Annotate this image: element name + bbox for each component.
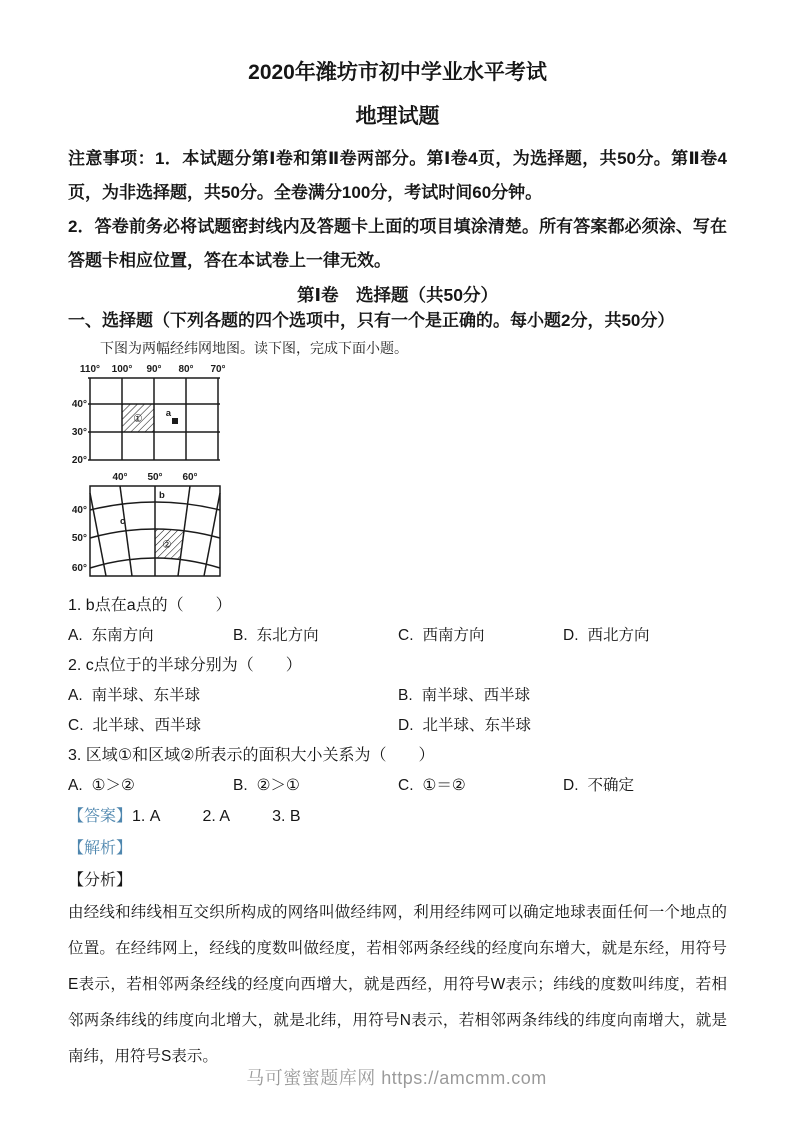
map1-lon-label: 70°: [210, 364, 226, 375]
option-q2-d: [398, 716, 727, 735]
point-c-label: c: [120, 516, 126, 527]
option-text: 东北方向: [256, 627, 319, 644]
answer-value-2: 2. A: [202, 808, 231, 825]
option-text: ①＝②: [422, 777, 466, 794]
page-title: 2020年潍坊市初中学业水平考试: [248, 61, 547, 84]
map1-lon-label: 90°: [146, 364, 162, 375]
option-q3-c: [398, 776, 563, 795]
option-text: ①＞②: [91, 777, 135, 794]
question-1-text: 1. b点在a点的（ ）: [68, 597, 232, 614]
map1-lat-label: 40°: [71, 399, 87, 410]
option-key: D.: [563, 627, 579, 644]
option-text: 北半球、东半球: [422, 717, 532, 734]
watermark-footer: 马可蜜蜜题库网 https://amcmm.com: [246, 1068, 547, 1088]
question-3-text: 3. 区域①和区域②所表示的面积大小关系为（ ）: [68, 747, 435, 764]
notice-paragraph-2: 2．答卷前务必将试题密封线内及答题卡上面的项目填涂清楚。所有答案都必须涂、写在答题卡相应位置，答在本试卷上一律无效。: [68, 217, 727, 270]
map2-lon-label: 60°: [182, 472, 198, 483]
option-key: A.: [68, 687, 83, 704]
analysis-tag: 【解析】: [68, 840, 133, 857]
option-text: 东南方向: [91, 627, 154, 644]
option-q3-b: [233, 776, 398, 795]
question-2-options-row-1: [68, 686, 727, 705]
map1-lon-label: 110°: [79, 364, 101, 375]
map2-lon-label: 40°: [112, 472, 128, 483]
map2-grid-lines: [90, 486, 220, 576]
map1-lon-label: 80°: [178, 364, 194, 375]
answer-line: [68, 807, 727, 827]
option-key: B.: [398, 687, 413, 704]
region-2-label: ②: [162, 539, 172, 551]
answer-value-3: 3. B: [272, 808, 301, 825]
option-key: C.: [398, 627, 414, 644]
option-key: C.: [398, 777, 414, 794]
notice-paragraph-1: 注意事项：1．本试题分第Ⅰ卷和第Ⅱ卷两部分。第Ⅰ卷4页，为选择题，共50分。第Ⅱ卷4页，为非选择题，共50分。全卷满分100分，考试时间60分钟。: [68, 149, 727, 202]
option-q2-a: [68, 686, 398, 705]
graticule-map-2: [68, 470, 727, 585]
option-key: D.: [398, 717, 414, 734]
map1-grid-lines: [88, 378, 220, 460]
graticule-map-1: [68, 360, 727, 468]
map2-lat-label: 60°: [71, 563, 87, 574]
map2-lon-label: 50°: [147, 472, 163, 483]
part-instructions: 一、选择题（下列各题的四个选项中，只有一个是正确的。每小题2分，共50分）: [68, 311, 675, 330]
option-q1-c: [398, 626, 563, 645]
point-b-label: b: [159, 490, 165, 501]
option-key: B.: [233, 627, 248, 644]
option-key: D.: [563, 777, 579, 794]
map2-lat-label: 40°: [71, 505, 87, 516]
option-q2-c: [68, 716, 398, 735]
option-q2-b: [398, 686, 727, 705]
option-q3-a: [68, 776, 233, 795]
graticule-map-1-figure: [68, 360, 243, 468]
map1-lon-label: 100°: [111, 364, 133, 375]
detail-tag: 【分析】: [68, 872, 133, 889]
option-text: 不确定: [587, 777, 635, 794]
option-key: A.: [68, 777, 83, 794]
option-text: 西南方向: [422, 627, 485, 644]
option-text: 南半球、东半球: [91, 687, 201, 704]
question-2-text: 2. c点位于的半球分别为（ ）: [68, 657, 302, 674]
answer-tag: 【答案】: [68, 808, 133, 825]
option-q1-a: [68, 626, 233, 645]
option-key: C.: [68, 717, 84, 734]
option-q1-b: [233, 626, 398, 645]
option-text: 西北方向: [587, 627, 650, 644]
option-key: B.: [233, 777, 248, 794]
point-a-marker: [172, 418, 178, 424]
graticule-map-2-figure: [68, 470, 228, 585]
analysis-paragraph: 由经线和纬线相互交织所构成的网络叫做经纬网，利用经纬网可以确定地球表面任何一个地点的位置。在经纬网上，经线的度数叫做经度，若相邻两条经线的经度向东增大，就是东经，用符号E表示，若相邻两条经线的经度向西增大，就是西经，用符号W表示；纬线的度数叫纬度，若相邻两条纬线的纬度向北增大，就是北纬，用符号N表示，若相邻两条纬线的纬度向南增大，就是南纬，用符号S表示。: [68, 904, 727, 1065]
answer-value-1: 1. A: [132, 808, 161, 825]
section-header: 第Ⅰ卷 选择题（共50分）: [297, 285, 498, 305]
option-q1-d: [563, 626, 727, 645]
map2-lat-label: 50°: [71, 533, 87, 544]
question-1-options: [68, 626, 727, 645]
option-text: 南半球、西半球: [421, 687, 531, 704]
option-q3-d: [563, 776, 727, 795]
option-text: ②＞①: [256, 777, 300, 794]
question-2-options-row-2: [68, 716, 727, 735]
question-3-options: [68, 776, 727, 795]
map1-lat-label: 30°: [71, 427, 87, 438]
region-1-label: ①: [133, 413, 143, 425]
option-key: A.: [68, 627, 83, 644]
question-group-intro: 下图为两幅经纬网地图。读下图，完成下面小题。: [100, 340, 408, 356]
page-subtitle: 地理试题: [355, 105, 440, 128]
point-a-label: a: [165, 408, 171, 419]
map1-lat-label: 20°: [71, 455, 87, 466]
option-text: 北半球、西半球: [92, 717, 202, 734]
